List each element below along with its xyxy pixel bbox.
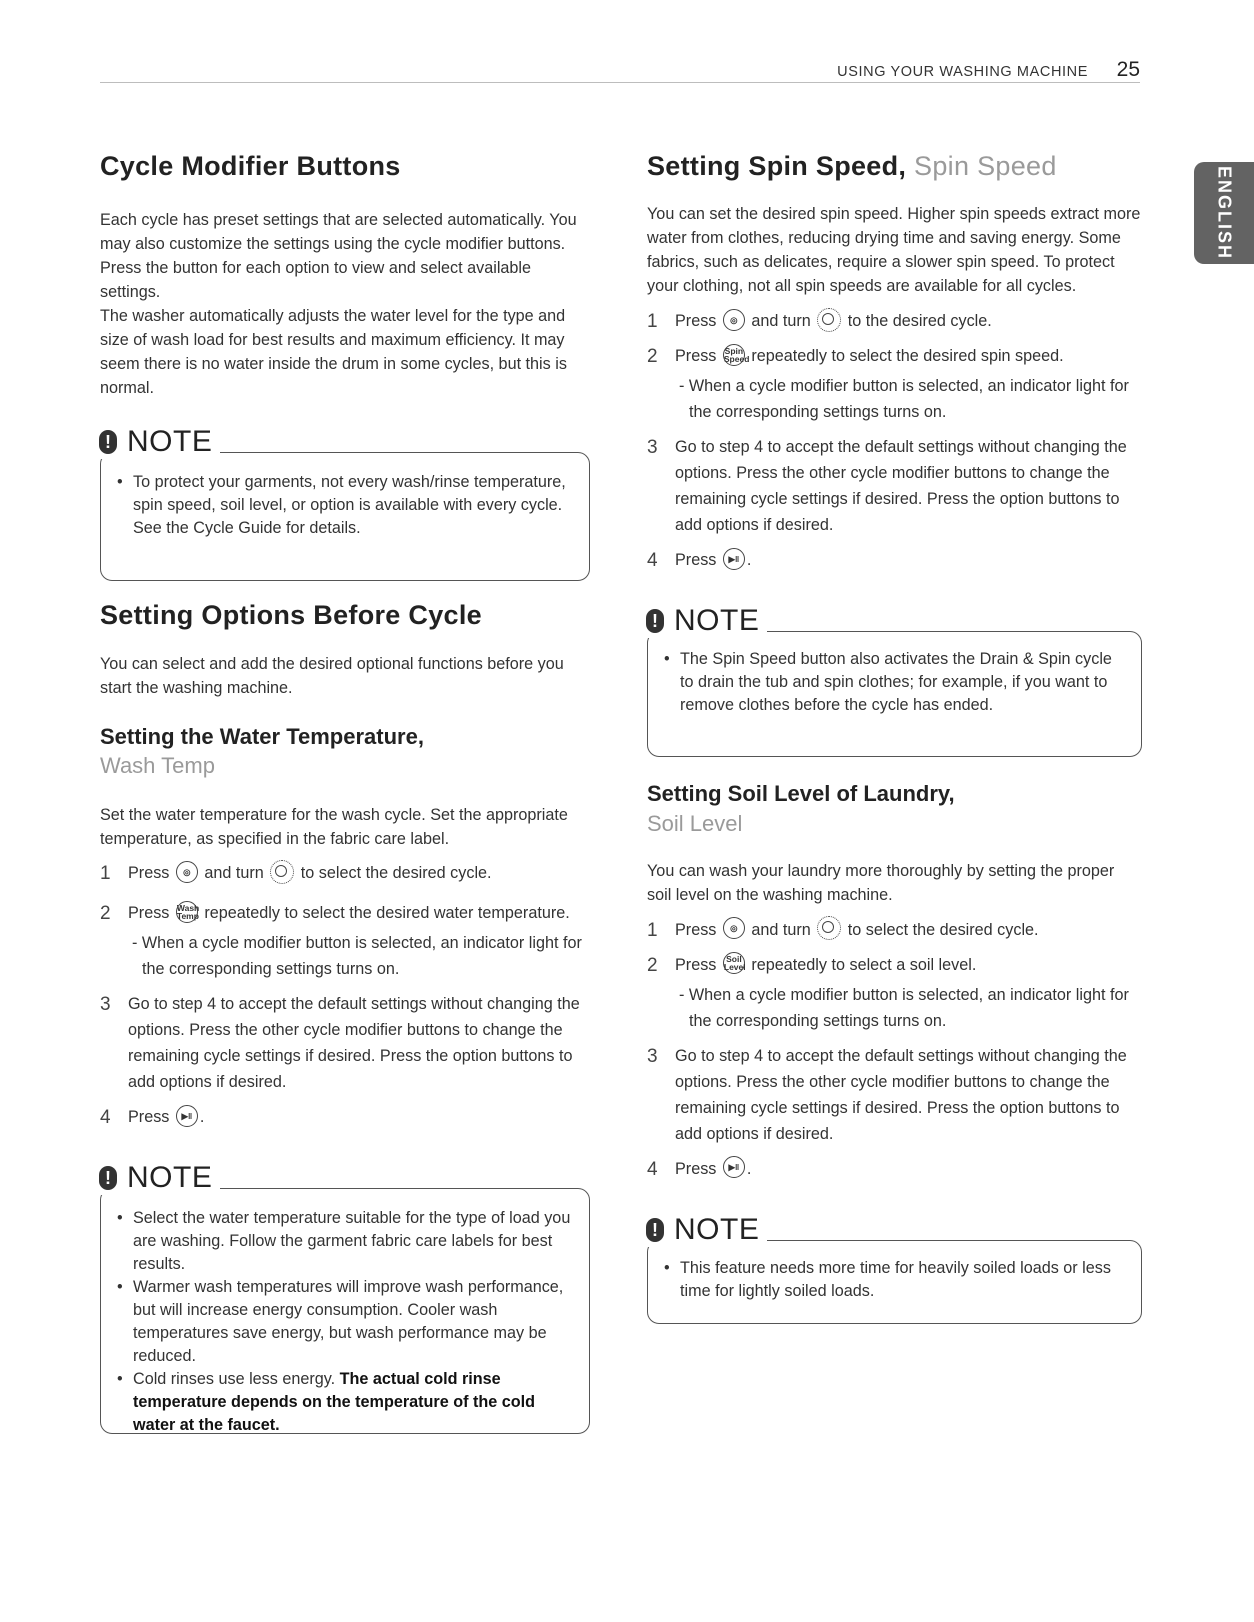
language-tab-label: ENGLISH <box>1214 165 1235 261</box>
note-alert-icon: ! <box>646 1218 664 1242</box>
start-pause-button-icon: ▶‖ <box>723 548 745 570</box>
options-before-paragraph: You can select and add the desired optional functions before you start the washing machine. <box>100 654 564 697</box>
right-column <box>647 150 1142 1324</box>
spin-speed-title: Setting Spin Speed, <box>647 151 907 181</box>
note-item: • Warmer wash temperatures will improve wash performance, but will increase energy consumption. Cooler wash temperatures save energy, but wash performance may be reduced. <box>117 1276 577 1368</box>
step-2: 2 Press Wash Temp repeatedly to select the desired water temperature. - When a cycle modifier button is selected, an indicator light for the corresponding settings turns on. <box>100 900 590 982</box>
step-2: 2 Press Soil Level repeatedly to select a soil level. - When a cycle modifier button is selected, an indicator light for the corresponding settings turns on. <box>647 952 1142 1034</box>
step-1: 1 Press ◎ and turn to the desired cycle. <box>647 308 1142 334</box>
power-button-icon: ◎ <box>723 917 745 939</box>
step-1: 1 Press ◎ and turn to select the desired cycle. <box>647 917 1142 943</box>
water-temp-title: Setting the Water Temperature, <box>100 723 424 749</box>
cycle-dial-icon <box>817 916 841 940</box>
left-column <box>100 150 590 1434</box>
note-label: NOTE <box>674 604 760 638</box>
cycle-modifier-paragraph-2: The washer automatically adjusts the water level for the type and size of wash load for best results and maximum efficiency. It may seem there is no water inside the drum in some cycles, but this is normal. <box>100 307 567 398</box>
soil-level-intro: You can wash your laundry more thoroughly by setting the proper soil level on the washing machine. <box>647 861 1115 904</box>
water-temp-heading <box>100 722 590 781</box>
soil-level-button-icon: Soil Level <box>723 954 746 973</box>
note-item: • Select the water temperature suitable for the type of load you are washing. Follow the garment fabric care labels for best results. <box>117 1207 577 1276</box>
spin-speed-steps <box>647 308 1142 573</box>
section-title: USING YOUR WASHING MACHINE <box>837 64 1088 80</box>
note-box-cycle-modifier <box>100 425 590 581</box>
cycle-modifier-heading: Cycle Modifier Buttons <box>100 151 401 181</box>
note-item: • Cold rinses use less energy. The actual cold rinse temperature depends on the temperature of the cold water at the faucet. <box>117 1368 577 1437</box>
note-item: • To protect your garments, not every wash/rinse temperature, spin speed, soil level, or option is available with every cycle. See the Cycle Guide for details. <box>117 471 577 540</box>
soil-level-subtitle: Soil Level <box>647 811 743 837</box>
spin-speed-button-icon: Spin Speed <box>723 346 750 365</box>
note-alert-icon: ! <box>646 609 664 633</box>
soil-level-heading <box>647 779 1142 838</box>
step-1: 1 Press ◎ and turn to select the desired cycle. <box>100 860 590 886</box>
start-pause-button-icon: ▶‖ <box>176 1105 198 1127</box>
options-before-heading: Setting Options Before Cycle <box>100 600 482 631</box>
power-button-icon: ◎ <box>723 309 745 331</box>
note-box-soil-level <box>647 1212 1142 1324</box>
water-temp-subtitle: Wash Temp <box>100 753 215 779</box>
note-box-spin-speed <box>647 604 1142 757</box>
note-label: NOTE <box>127 1161 213 1195</box>
cycle-modifier-paragraph-1: Each cycle has preset settings that are selected automatically. You may also customize the settings using the cycle modifier buttons. Press the button for each option to view and select available settings. <box>100 211 577 302</box>
language-tab <box>1194 162 1254 264</box>
spin-speed-subtitle: Spin Speed <box>914 151 1057 181</box>
note-box-water-temp <box>100 1161 590 1435</box>
note-alert-icon: ! <box>99 1166 117 1190</box>
water-temp-intro: Set the water temperature for the wash cycle. Set the appropriate temperature, as specified in the fabric care label. <box>100 806 568 849</box>
step-2-note: - When a cycle modifier button is selected, an indicator light for the corresponding settings turns on. <box>132 934 582 979</box>
cycle-dial-icon <box>817 308 841 332</box>
wash-temp-button-icon: Wash Temp <box>176 902 200 921</box>
step-2-note: - When a cycle modifier button is selected, an indicator light for the corresponding settings turns on. <box>679 985 1129 1030</box>
note-label: NOTE <box>127 425 213 459</box>
note-label: NOTE <box>674 1212 760 1246</box>
soil-level-steps <box>647 917 1142 1182</box>
power-button-icon: ◎ <box>176 861 198 883</box>
step-3: 3 Go to step 4 to accept the default settings without changing the options. Press the other cycle modifier buttons to change the remaining cycle settings if desired. Press the option buttons to add options if desired. <box>647 437 1127 535</box>
note-item: • This feature needs more time for heavily soiled loads or less time for lightly soiled loads. <box>664 1257 1129 1303</box>
step-4: 4 Press ▶‖ . <box>647 547 1142 573</box>
step-4: 4 Press ▶‖ . <box>647 1156 1142 1182</box>
step-3: 3 Go to step 4 to accept the default settings without changing the options. Press the other cycle modifier buttons to change the remaining cycle settings if desired. Press the option buttons to add options if desired. <box>647 1045 1127 1143</box>
note-item: • The Spin Speed button also activates the Drain & Spin cycle to drain the tub and spin clothes; for example, if you want to remove clothes before the cycle has ended. <box>664 648 1129 717</box>
page-number: 25 <box>1116 58 1140 81</box>
spin-speed-intro: You can set the desired spin speed. Higher spin speeds extract more water from clothes, reducing drying time and saving energy. Some fabrics, such as delicates, require a slower spin speed. To protect your clothing, not all spin speeds are available for all cycles. <box>647 205 1141 296</box>
step-4: 4 Press ▶‖ . <box>100 1104 590 1130</box>
step-3: 3 Go to step 4 to accept the default settings without changing the options. Press the other cycle modifier buttons to change the remaining cycle settings if desired. Press the option buttons to add options if desired. <box>100 994 580 1092</box>
spin-speed-heading <box>647 150 1142 182</box>
water-temp-steps <box>100 860 590 1130</box>
cycle-dial-icon <box>270 860 294 884</box>
start-pause-button-icon: ▶‖ <box>723 1156 745 1178</box>
soil-level-title: Setting Soil Level of Laundry, <box>647 781 955 807</box>
step-2: 2 Press Spin Speed repeatedly to select the desired spin speed. - When a cycle modifier button is selected, an indicator light for the corresponding settings turns on. <box>647 343 1142 425</box>
page-header <box>100 58 1140 83</box>
step-2-note: - When a cycle modifier button is selected, an indicator light for the corresponding settings turns on. <box>679 377 1129 422</box>
note-alert-icon: ! <box>99 430 117 454</box>
